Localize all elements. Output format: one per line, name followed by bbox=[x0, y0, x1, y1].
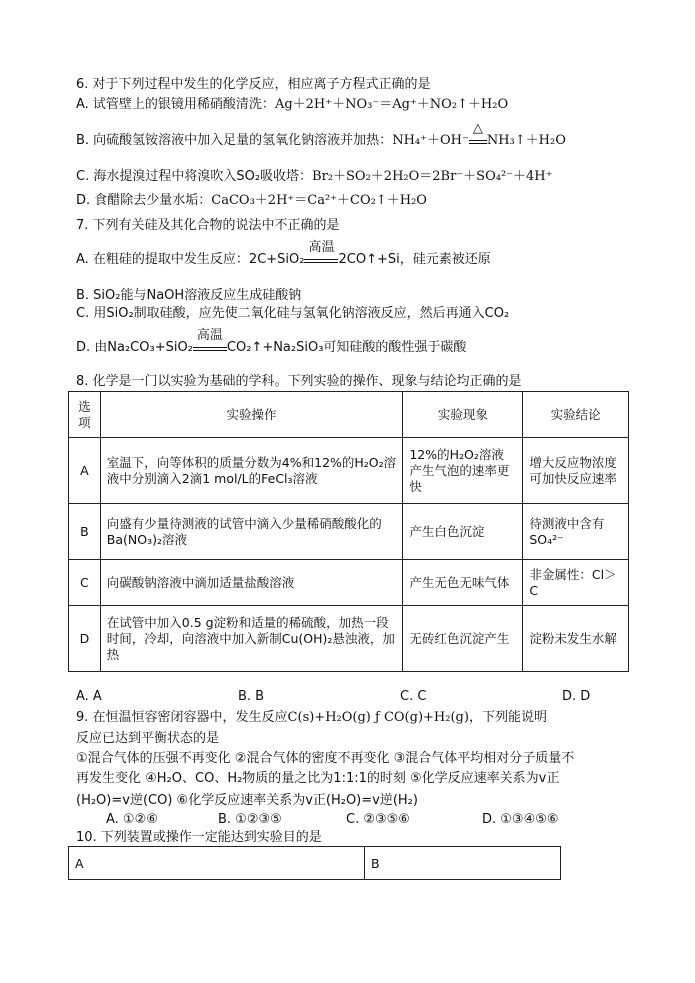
q6-stem: 6. 对于下列过程中发生的化学反应，相应离子方程式正确的是 bbox=[76, 77, 431, 92]
q9-line-5: (H₂O)=v逆(CO) ⑥化学反应速率关系为v正(H₂O)=v逆(H₂) bbox=[76, 793, 418, 808]
q10-column-a: A bbox=[69, 847, 365, 880]
q7-d-left: D. 由Na₂CO₃+SiO₂ bbox=[76, 340, 193, 355]
row-phenomenon: 无砖红色沉淀产生 bbox=[403, 606, 523, 672]
row-phenomenon: 12%的H₂O₂溶液产生气泡的速率更快 bbox=[403, 438, 523, 504]
q6-b-text: B. 向硫酸氢铵溶液中加入足量的氢氧化钠溶液并加热： bbox=[76, 133, 393, 148]
q6-d-text: D. 食醋除去少量水垢： bbox=[76, 193, 212, 208]
row-phenomenon: 产生白色沉淀 bbox=[403, 504, 523, 560]
row-option: B bbox=[69, 504, 101, 560]
q6-option-c bbox=[76, 169, 553, 185]
q8-choice-a[interactable]: A. A bbox=[76, 689, 102, 704]
q7-d-high-temp-sign bbox=[193, 328, 227, 351]
q6-a-text: A. 试管壁上的银镜用稀硝酸清洗： bbox=[76, 97, 275, 112]
table-header-row bbox=[69, 392, 629, 438]
q7-option-d bbox=[76, 328, 467, 356]
q6-c-equation: Br₂＋SO₂＋2H₂O＝2Br⁻＋SO₄²⁻＋4H⁺ bbox=[312, 169, 553, 184]
q6-a-equation: Ag＋2H⁺＋NO₃⁻＝Ag⁺＋NO₂↑＋H₂O bbox=[274, 97, 509, 112]
q9-line-4: 再发生变化 ④H₂O、CO、H₂物质的量之比为1:1:1的时刻 ⑤化学反应速率关系为v正 bbox=[76, 771, 560, 786]
q7-a-high-temp-sign bbox=[304, 240, 338, 263]
row-operation: 向碳酸钠溶液中滴加适量盐酸溶液 bbox=[100, 560, 403, 606]
q9-reaction: C(s)+H₂O(g) ƒ CO(g)+H₂(g) bbox=[287, 710, 469, 725]
row-conclusion: 待测液中含有SO₄²⁻ bbox=[523, 504, 629, 560]
q10-stem: 10. 下列装置或操作一定能达到实验目的是 bbox=[76, 830, 322, 845]
q6-b-equation-left: NH₄⁺＋OH⁻ bbox=[392, 133, 469, 148]
q8-choice-d[interactable]: D. D bbox=[562, 689, 591, 704]
q9-choice-a[interactable]: A. ①②⑥ bbox=[106, 812, 158, 827]
table-row bbox=[69, 560, 629, 606]
q6-b-equation-right: NH₃↑＋H₂O bbox=[486, 133, 566, 148]
q9-line-2: 反应已达到平衡状态的是 bbox=[76, 731, 220, 746]
row-conclusion: 淀粉未发生水解 bbox=[523, 606, 629, 672]
high-temp-condition: 高温 bbox=[308, 240, 335, 255]
table-row bbox=[69, 606, 629, 672]
header-operation: 实验操作 bbox=[100, 392, 403, 438]
q8-choice-c[interactable]: C. C bbox=[400, 689, 427, 704]
header-conclusion: 实验结论 bbox=[523, 392, 629, 438]
q6-b-heat-sign bbox=[469, 121, 487, 144]
q7-option-c: C. 用SiO₂制取硅酸，应先使二氧化硅与氢氧化钠溶液反应，然后再通入CO₂ bbox=[76, 306, 510, 321]
q9-stem-end: ，下列能说明 bbox=[468, 710, 547, 725]
q6-c-text: C. 海水提溴过程中将溴吹入SO₂吸收塔： bbox=[76, 169, 313, 184]
row-option: C bbox=[69, 560, 101, 606]
q9-stem-start: 9. 在恒温恒容密闭容器中，发生反应 bbox=[76, 710, 288, 725]
header-option: 选项 bbox=[69, 392, 101, 438]
high-temp-condition: 高温 bbox=[196, 328, 223, 343]
table-row bbox=[69, 847, 561, 880]
q7-d-right: CO₂↑+Na₂SiO₃可知硅酸的酸性强于碳酸 bbox=[226, 340, 467, 355]
table-row bbox=[69, 504, 629, 560]
q6-option-a bbox=[76, 97, 508, 113]
row-option: D bbox=[69, 606, 101, 672]
q8-choice-b[interactable]: B. B bbox=[238, 689, 265, 704]
q8-stem: 8. 化学是一门以实验为基础的学科。下列实验的操作、现象与结论均正确的是 bbox=[76, 374, 522, 389]
q7-option-b: B. SiO₂能与NaOH溶液反应生成硅酸钠 bbox=[76, 288, 302, 303]
row-option: A bbox=[69, 438, 101, 504]
row-operation: 在试管中加入0.5 g淀粉和适量的稀硫酸，加热一段时间，冷却，向溶液中加入新制Cu(OH)₂悬浊液，加热 bbox=[100, 606, 403, 672]
q9-choice-c[interactable]: C. ②③⑤⑥ bbox=[346, 812, 410, 827]
q6-option-b bbox=[76, 121, 566, 149]
q7-a-left: A. 在粗硅的提取中发生反应：2C+SiO₂ bbox=[76, 252, 305, 267]
q9-choice-b[interactable]: B. ①②③⑤ bbox=[218, 812, 282, 827]
q10-apparatus-table bbox=[68, 846, 561, 880]
q9-line-3: ①混合气体的压强不再变化 ②混合气体的密度不再变化 ③混合气体平均相对分子质量不 bbox=[76, 751, 575, 766]
table-row bbox=[69, 438, 629, 504]
q7-a-right: 2CO↑+Si，硅元素被还原 bbox=[338, 252, 491, 267]
row-operation: 室温下，向等体积的质量分数为4%和12%的H₂O₂溶液中分别滴入2滴1 mol/L的FeCl₃溶液 bbox=[100, 438, 403, 504]
header-phenomenon: 实验现象 bbox=[403, 392, 523, 438]
q7-stem: 7. 下列有关硅及其化合物的说法中不正确的是 bbox=[76, 218, 340, 233]
row-phenomenon: 产生无色无味气体 bbox=[403, 560, 523, 606]
q6-d-equation: CaCO₃＋2H⁺＝Ca²⁺＋CO₂↑＋H₂O bbox=[211, 193, 427, 208]
q8-experiment-table bbox=[68, 391, 629, 672]
q10-column-b: B bbox=[365, 847, 561, 880]
q7-option-a bbox=[76, 240, 491, 268]
q9-stem bbox=[76, 710, 547, 726]
row-conclusion: 增大反应物浓度可加快反应速率 bbox=[523, 438, 629, 504]
heat-condition: △ bbox=[472, 121, 483, 136]
q9-choice-d[interactable]: D. ①③④⑤⑥ bbox=[482, 812, 559, 827]
row-operation: 向盛有少量待测液的试管中滴入少量稀硝酸酸化的Ba(NO₃)₂溶液 bbox=[100, 504, 403, 560]
q6-option-d bbox=[76, 193, 427, 209]
row-conclusion: 非金属性：Cl＞C bbox=[523, 560, 629, 606]
